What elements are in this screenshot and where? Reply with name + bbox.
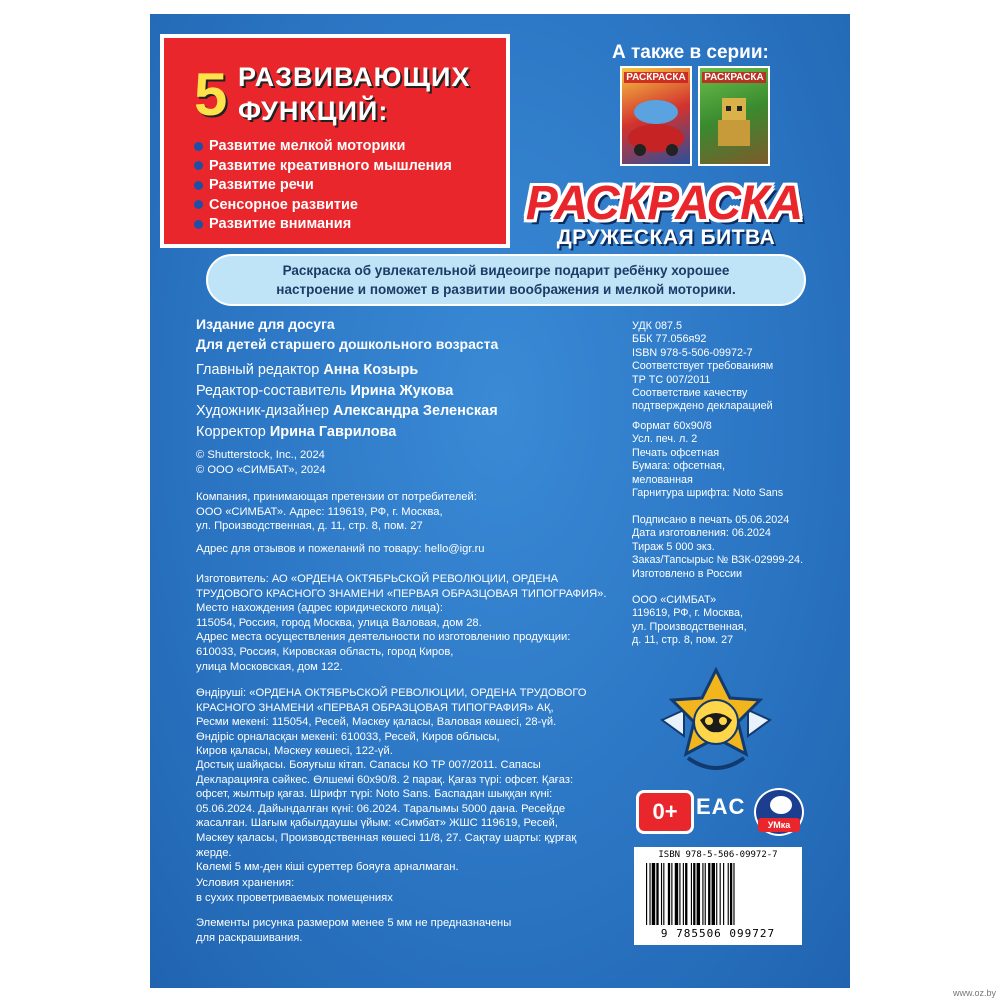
- list-item: Развитие мелкой моторики: [194, 137, 452, 157]
- barcode-isbn: ISBN 978-5-506-09972-7: [658, 850, 778, 860]
- book-title: РАСКРАСКА: [702, 72, 766, 83]
- banner-line: настроение и поможет в развитии воображения и мелкой моторики.: [276, 282, 736, 297]
- umka-logo: [754, 788, 804, 836]
- credit-row: Редактор-составитель Ирина Жукова: [196, 382, 454, 399]
- bullet-icon: [194, 161, 203, 170]
- car-illustration-icon: [622, 68, 690, 164]
- barcode-bars-icon: [646, 863, 790, 925]
- development-box: [160, 34, 510, 248]
- barcode: [634, 847, 802, 945]
- description-banner: [206, 254, 806, 306]
- credit-row: Художник-дизайнер Александра Зеленская: [196, 403, 498, 419]
- claims-address: Компания, принимающая претензии от потребителей: ООО «СИМБАТ». Адрес: 119619, РФ, г. Москва, ул. Производственная, д. 11, стр. 8, пом. 27: [196, 491, 477, 533]
- format-info: Формат 60х90/8 Усл. печ. л. 2 Печать офсетная Бумага: офсетная, мелованная Гарнитура шрифта: Noto Sans: [632, 420, 784, 500]
- development-count: 5: [194, 61, 228, 128]
- back-cover: [150, 14, 850, 988]
- bear-icon: [770, 796, 792, 814]
- star-badge-icon: [658, 666, 774, 786]
- kazakh-product-info: Достық шайқасы. Бояуғыш кітап. Сапасы КО ТР 007/2011. Сапасы Декларацияға сәйкес. Өлшемі 60х90/8. 2 парақ. Қағаз түрі: офсет. Қағаз: офсет, жылтыр қағаз. Шрифт түрі: Noto Sans. Баспадан шыққан күні: 05.06.2024. Дайындалған күні: 06.2024. Таралымы 5000 дана. Ресейде жасалған. Шағым қабылдаушы үйым: «Симбат» ЖШС 119619, Ресей, Мәскеу қаласы, Производственная көшесі 11/8, 27. Сақтау шарты: құрғақ жерде. Көлемі 5 мм-ден кіші суреттер бояуға арналмаған.: [196, 759, 577, 874]
- development-title-line2: ФУНКЦИЙ:: [238, 96, 389, 126]
- barcode-number: 9 785506 099727: [660, 927, 776, 940]
- list-item: Сенсорное развитие: [194, 196, 452, 216]
- block-creature-icon: [700, 68, 768, 164]
- banner-line: Раскраска об увлекательной видеоигре подарит ребёнку хорошее: [282, 263, 730, 278]
- bullet-icon: [194, 200, 203, 209]
- list-item: Развитие внимания: [194, 215, 452, 235]
- copyright: © Shutterstock, Inc., 2024 © ООО «СИМБАТ», 2024: [196, 449, 326, 476]
- bullet-icon: [194, 142, 203, 151]
- series-logo-subtitle: ДРУЖЕСКАЯ БИТВА: [556, 226, 776, 249]
- series-title: А также в серии:: [612, 42, 769, 63]
- development-title-line1: РАЗВИВАЮЩИХ: [238, 62, 471, 92]
- umka-label: УМка: [758, 818, 800, 832]
- list-item: Развитие речи: [194, 176, 452, 196]
- publisher-info: ООО «СИМБАТ» 119619, РФ, г. Москва, ул. Производственная, д. 11, стр. 8, пом. 27: [632, 594, 747, 647]
- manufacturer-info: Изготовитель: АО «ОРДЕНА ОКТЯБРЬСКОЙ РЕВОЛЮЦИИ, ОРДЕНА ТРУДОВОГО КРАСНОГО ЗНАМЕНИ «ПЕРВАЯ ОБРАЗЦОВАЯ ТИПОГРАФИЯ». Место нахождения (адрес юридического лица): 115054, Россия, город Москва, улица Валовая, дом 28. Адрес места осуществления деятельности по изготовлению продукции: 610033, Россия, Кировская область, город Киров, улица Московская, дом 122.: [196, 573, 607, 673]
- list-item: Развитие креативного мышления: [194, 157, 452, 177]
- series-book-cars: [620, 66, 692, 166]
- bullet-icon: [194, 181, 203, 190]
- watermark: www.oz.by: [952, 988, 996, 998]
- series-book-blocks: [698, 66, 770, 166]
- credit-row: Корректор Ирина Гаврилова: [196, 423, 397, 440]
- credit-row: Главный редактор Анна Козырь: [196, 362, 419, 378]
- kazakh-manufacturer-info: Өндіруші: «ОРДЕНА ОКТЯБРЬСКОЙ РЕВОЛЮЦИИ, ОРДЕНА ТРУДОВОГО КРАСНОГО ЗНАМЕНИ «ПЕРВАЯ ОБРАЗЦОВАЯ ТИПОГРАФИЯ» АҚ, Ресми мекені: 115054, Ресей, Мәскеу қаласы, Валовая көшесі, 28-үй. Өндіріс орналасқан мекені: 610033, Ресей, Киров облысы, Киров қаласы, Мәскеу көшесі, 122-үй.: [196, 687, 587, 758]
- eac-mark: EAC: [696, 794, 746, 819]
- series-logo: РАСКРАСКА: [525, 177, 803, 230]
- bullet-icon: [194, 220, 203, 229]
- feedback-address: Адрес для отзывов и пожеланий по товару: hello@igr.ru: [196, 543, 485, 555]
- bibliographic-info: УДК 087.5 ББК 77.056я92 ISBN 978-5-506-09972-7 Соответствует требованиям ТР ТС 007/2011 Соответствие качеству подтверждено декларацией: [632, 320, 774, 413]
- elements-note: Элементы рисунка размером менее 5 мм не предназначены для раскрашивания.: [196, 917, 512, 944]
- age-rating-badge: 0+: [636, 790, 694, 834]
- credits: [196, 360, 498, 442]
- book-title: РАСКРАСКА: [624, 72, 688, 83]
- development-list: [194, 137, 452, 235]
- edition-info: Издание для досуга Для детей старшего дошкольного возраста: [196, 316, 499, 352]
- storage-conditions: Условия хранения: в сухих проветриваемых помещениях: [196, 877, 393, 904]
- print-info: Подписано в печать 05.06.2024 Дата изготовления: 06.2024 Тираж 5 000 экз. Заказ/Тапсырыс № ВЗК-02999-24. Изготовлено в России: [632, 514, 804, 580]
